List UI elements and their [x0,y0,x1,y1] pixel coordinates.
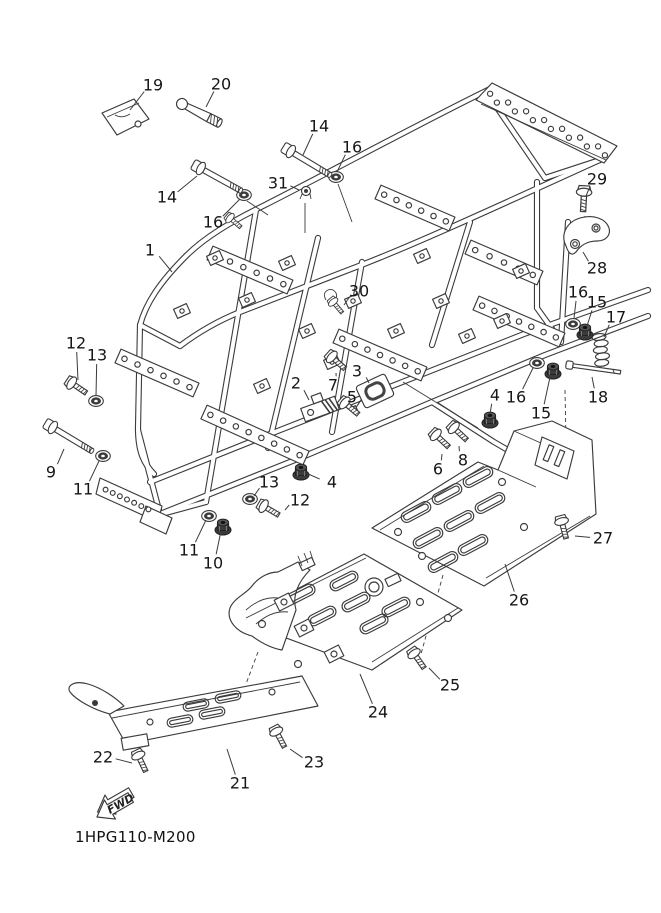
callout-20-1: 20 [210,74,232,94]
leader-line-14-5 [178,176,197,192]
callout-6-26: 6 [432,459,444,479]
leader-line-12-14 [77,352,78,380]
callout-3-16: 3 [351,361,363,381]
fwd-direction-arrow [89,783,138,827]
flange-nut-part [577,324,593,340]
leader-line-16-21 [523,368,533,389]
callout-26-34: 26 [508,590,530,610]
callout-15-12: 15 [586,292,608,312]
callout-14-2: 14 [308,116,330,136]
leader-line-11-31 [195,520,206,542]
grease-packet-19 [102,99,149,135]
hole-strip [375,185,455,231]
callout-12-30: 12 [289,490,311,510]
callout-31-4: 31 [267,173,289,193]
leader-line-20-1 [206,92,214,107]
frame-tab [459,329,476,344]
front-bumper-bar [96,478,172,534]
callout-21-39: 21 [229,773,251,793]
flange-bolt-part [267,723,290,750]
callout-13-28: 13 [258,472,280,492]
callout-15-22: 15 [530,403,552,423]
callout-11-31: 11 [178,540,200,560]
callout-25-35: 25 [439,675,461,695]
callout-24-36: 24 [367,702,389,722]
flange-bolt-part [405,645,430,672]
leader-line-14-2 [303,134,313,155]
fwd-label: FWD [104,791,137,817]
callout-16-6: 16 [202,212,224,232]
callout-29-8: 29 [586,169,608,189]
callout-7-18: 7 [327,375,339,395]
callout-16-3: 16 [341,137,363,157]
callout-27-33: 27 [592,528,614,548]
leader-line-11-25 [89,461,99,481]
rear-top-plate [476,83,617,163]
flange-bolt-part [63,374,90,399]
callout-18-23: 18 [587,387,609,407]
leader-line-9-24 [57,449,64,464]
flange-nut-part [482,412,498,428]
flange-bolt-part [326,295,347,317]
callout-4-20: 4 [489,385,501,405]
hole-strip [115,349,199,397]
skid-plate-24 [229,551,462,670]
callout-11-25: 11 [72,479,94,499]
leader-line-25-35 [429,668,440,679]
callout-1-7: 1 [144,240,156,260]
callout-2-17: 2 [290,373,302,393]
skid-plate-26 [372,421,596,586]
grease-tool-20 [175,97,224,129]
washer-part [202,511,217,522]
leader-line-24-36 [360,674,372,704]
flange-nut-part [545,363,561,379]
washer-part [566,319,581,330]
long-bolt-part [42,417,97,458]
callout-28-9: 28 [586,258,608,278]
leader-line-2-17 [304,390,309,400]
frame-tab [279,256,296,271]
washer-part [530,358,545,369]
callout-12-14: 12 [65,333,87,353]
flange-bolt-part [575,185,592,212]
callout-10-32: 10 [202,553,224,573]
callout-9-24: 9 [45,462,57,482]
callout-23-38: 23 [303,752,325,772]
washer-part [89,396,104,407]
flange-nut-part [293,464,309,480]
flange-bolt-part [129,747,152,774]
frame-tab [388,324,405,339]
callout-17-13: 17 [605,307,627,327]
callout-16-11: 16 [567,282,589,302]
leader-line-12-30 [285,505,289,510]
leader-line-13-15 [96,364,97,396]
leader-line-27-33 [575,536,590,537]
part-code-label: 1HPG110-M200 [75,828,196,846]
leader-line-23-38 [290,749,303,758]
callout-13-15: 13 [86,345,108,365]
leader-line-21-39 [227,749,235,775]
frame-tab [414,249,431,264]
flange-bolt-part [255,497,282,521]
callout-22-37: 22 [92,747,114,767]
callout-14-5: 14 [156,187,178,207]
leader-line-1-7 [159,256,172,272]
leader-line-22-37 [116,759,132,763]
flange-nut-part [215,519,231,535]
frame-tab [174,304,191,319]
bracket-28 [564,217,610,254]
rod-18 [565,361,621,377]
long-bolt-part [190,158,246,197]
callout-30-10: 30 [348,281,370,301]
frame-tab [254,379,271,394]
callout-4-29: 4 [326,472,338,492]
washer-part [96,451,111,462]
leader-line-15-22 [544,377,550,404]
callout-19-0: 19 [142,75,164,95]
callout-5-19: 5 [346,387,358,407]
callout-16-21: 16 [505,387,527,407]
callout-8-27: 8 [457,450,469,470]
frame-tab [299,324,316,339]
